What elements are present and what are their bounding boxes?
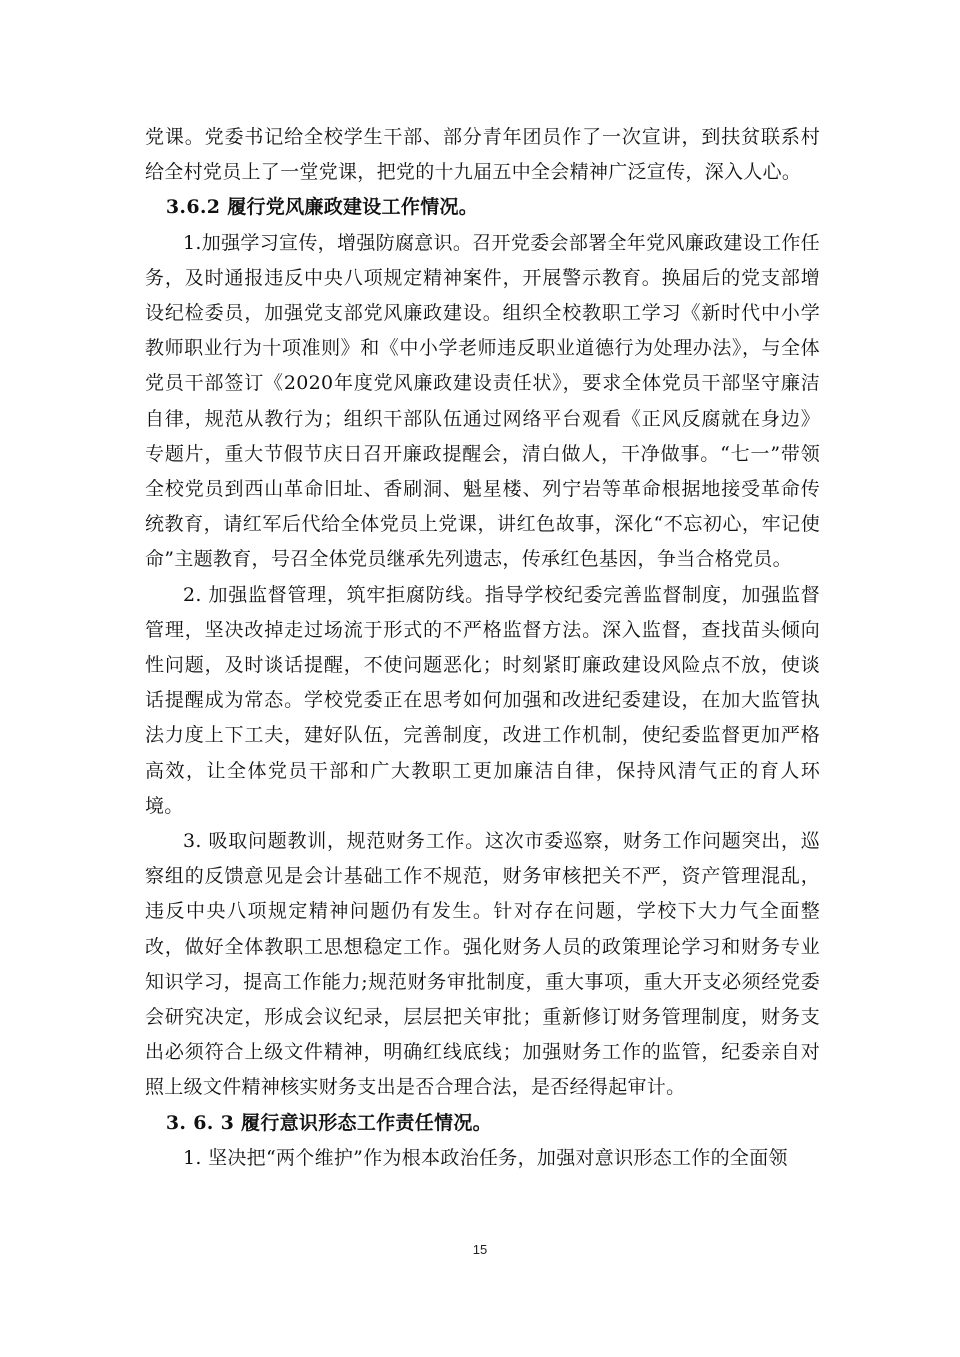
paragraph-supervision: 2. 加强监督管理，筑牢拒腐防线。指导学校纪委完善监督制度，加强监督管理，坚决改掉走过场流于形式的不严格监督方法。深入监督，查找苗头倾向性问题，及时谈话提醒，不使问题恶化；时刻紧盯廉政建设风险点不放，使谈话提醒成为常态。学校党委正在思考如何加强和改进纪委建设，在加大监管执法力度上下工夫，建好队伍，完善制度，改进工作机制，使纪委监督更加严格高效，让全体党员干部和广大教职工更加廉洁自律，保持风清气正的育人环境。 (145, 583, 820, 817)
paragraph-finance: 3. 吸取问题教训，规范财务工作。这次市委巡察，财务工作问题突出，巡察组的反馈意见是会计基础工作不规范，财务审核把关不严，资产管理混乱，违反中央八项规定精神问题仍有发生。针对存在问题，学校下大力气全面整改，做好全体教职工思想稳定工作。强化财务人员的政策理论学习和财务专业知识学习，提高工作能力;规范财务审批制度，重大事项，重大开支必须经党委会研究决定，形成会议纪录，层层把关审批；重新修订财务管理制度，财务支出必须符合上级文件精神，明确红线底线；加强财务工作的监管，纪委亲自对照上级文件精神核实财务支出是否合理合法，是否经得起审计。 (145, 830, 820, 1099)
page-number: 15 (472, 1242, 488, 1257)
document-body (145, 120, 820, 1176)
section-heading-3-6-2: 3.6.2 履行党风廉政建设工作情况。 (165, 196, 479, 219)
paragraph-ideology: 1. 坚决把“两个维护”作为根本政治任务，加强对意识形态工作的全面领 (183, 1146, 788, 1169)
section-heading-3-6-3: 3. 6. 3 履行意识形态工作责任情况。 (165, 1111, 492, 1134)
paragraph-continuation: 党课。党委书记给全校学生干部、部分青年团员作了一次宣讲，到扶贫联系村给全村党员上了一堂党课，把党的十九届五中全会精神广泛宣传，深入人心。 (145, 126, 820, 184)
paragraph-study-publicity: 1.加强学习宣传，增强防腐意识。召开党委会部署全年党风廉政建设工作任务，及时通报违反中央八项规定精神案件，开展警示教育。换届后的党支部增设纪检委员，加强党支部党风廉政建设。组织全校教职工学习《新时代中小学教师职业行为十项准则》和《中小学老师违反职业道德行为处理办法》，与全体党员干部签订《2020年度党风廉政建设责任状》，要求全体党员干部坚守廉洁自律，规范从教行为；组织干部队伍通过网络平台观看《正风反腐就在身边》专题片，重大节假节庆日召开廉政提醒会，清白做人，干净做事。“七一”带领全校党员到西山革命旧址、香刷洞、魁星楼、列宁岩等革命根据地接受革命传统教育，请红军后代给全体党员上党课，讲红色故事，深化“不忘初心，牢记使命”主题教育，号召全体党员继承先列遗志，传承红色基因，争当合格党员。 (145, 231, 820, 571)
